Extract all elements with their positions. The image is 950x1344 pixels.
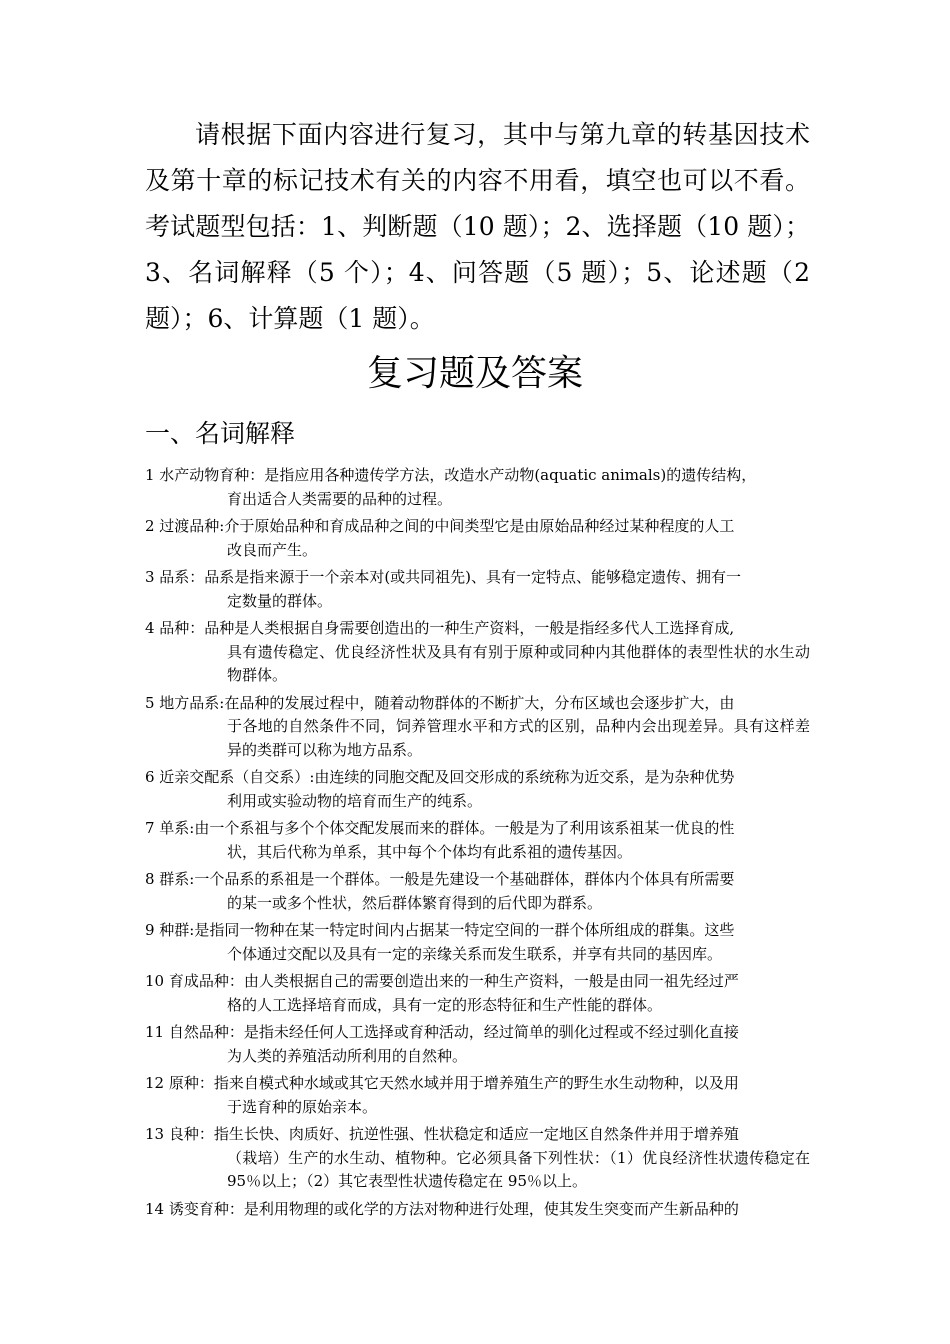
term-first-line: 2 过渡品种:介于原始品种和育成品种之间的中间类型它是由原始品种经过某种程度的人工 [145, 517, 735, 535]
term-first-line: 3 品系：品系是指来源于一个亲本对(或共同祖先)、具有一定特点、能够稳定遗传、拥有一 [145, 568, 742, 586]
term-item [145, 868, 810, 915]
term-item [145, 515, 810, 562]
term-continuation: 状，其后代称为单系，其中每个个体均有此系祖的遗传基因。 [227, 842, 633, 861]
term-continuation: 利用或实验动物的培育而生产的纯系。 [227, 791, 483, 810]
term-first-line: 8 群系:一个品系的系祖是一个群体。一般是先建设一个基础群体，群体内个体具有所需要 [145, 870, 735, 888]
term-item [145, 919, 810, 966]
term-continuation: 定数量的群体。 [227, 591, 333, 610]
term-continuation: 于选育种的原始亲本。 [227, 1097, 378, 1116]
term-item [145, 566, 810, 613]
term-first-line: 9 种群:是指同一物种在某一特定时间内占据某一特定空间的一群个体所组成的群集。这些 [145, 921, 735, 939]
term-continuation: 具有遗传稳定、优良经济性状及具有有别于原种或同种内其他群体的表型性状的水生动物群体。 [227, 642, 810, 684]
intro-paragraph: 请根据下面内容进行复习，其中与第九章的转基因技术及第十章的标记技术有关的内容不用看，填空也可以不看。考试题型包括：1、判断题（10 题）；2、选择题（10 题）；3、名词解释（5 个）；4、问答题（5 题）；5、论述题（2 题）；6、计算题（1 题）。 [145, 120, 810, 333]
term-first-line: 7 单系:由一个系祖与多个个体交配发展而来的群体。一般是为了利用该系祖某一优良的性 [145, 819, 735, 837]
term-item [145, 1198, 810, 1222]
term-item [145, 692, 810, 763]
term-item [145, 766, 810, 813]
page-title: 复习题及答案 [366, 353, 583, 394]
term-first-line: 13 良种：指生长快、肉质好、抗逆性强、性状稳定和适应一定地区自然条件并用于增养殖 [145, 1125, 739, 1143]
term-continuation: 改良而产生。 [227, 540, 318, 559]
term-continuation: 个体通过交配以及具有一定的亲缘关系而发生联系，并享有共同的基因库。 [227, 944, 723, 963]
term-item [145, 1123, 810, 1194]
term-first-line: 6 近亲交配系（自交系）:由连续的同胞交配及回交形成的系统称为近交系，是为杂种优势 [145, 768, 735, 786]
term-continuation: 的某一或多个性状，然后群体繁育得到的后代即为群系。 [227, 893, 603, 912]
term-first-line: 10 育成品种：由人类根据自己的需要创造出来的一种生产资料，一般是由同一祖先经过严 [145, 972, 739, 990]
term-item [145, 1072, 810, 1119]
section-heading: 一、名词解释 [145, 419, 296, 448]
term-list [145, 464, 810, 1225]
term-first-line: 11 自然品种：是指未经任何人工选择或育种活动，经过简单的驯化过程或不经过驯化直接 [145, 1023, 739, 1041]
term-continuation: 育出适合人类需要的品种的过程。 [227, 489, 453, 508]
term-continuation: （栽培）生产的水生动、植物种。它必须具备下列性状：（1）优良经济性状遗传稳定在 95％以上；（2）其它表型性状遗传稳定在 95％以上。 [227, 1148, 810, 1190]
term-continuation: 为人类的养殖活动所利用的自然种。 [227, 1046, 468, 1065]
term-item [145, 1021, 810, 1068]
term-item [145, 464, 810, 511]
term-item [145, 617, 810, 688]
term-continuation: 于各地的自然条件不同，饲养管理水平和方式的区别，品种内会出现差异。具有这样差异的类群可以称为地方品系。 [227, 717, 810, 759]
term-first-line: 4 品种：品种是人类根据自身需要创造出的一种生产资料，一般是指经多代人工选择育成, [145, 619, 735, 637]
term-first-line: 1 水产动物育种：是指应用各种遗传学方法，改造水产动物(aquatic animals)的遗传结构， [145, 466, 757, 484]
term-first-line: 5 地方品系:在品种的发展过程中，随着动物群体的不断扩大，分布区域也会逐步扩大，由 [145, 693, 735, 712]
term-item [145, 970, 810, 1017]
term-first-line: 12 原种：指来自模式种水域或其它天然水域并用于增养殖生产的野生水生动物种，以及用 [145, 1074, 739, 1092]
term-continuation: 格的人工选择培育而成，具有一定的形态特征和生产性能的群体。 [227, 995, 663, 1014]
term-first-line: 14 诱变育种：是利用物理的或化学的方法对物种进行处理，使其发生突变而产生新品种的 [145, 1199, 739, 1218]
term-item [145, 817, 810, 864]
